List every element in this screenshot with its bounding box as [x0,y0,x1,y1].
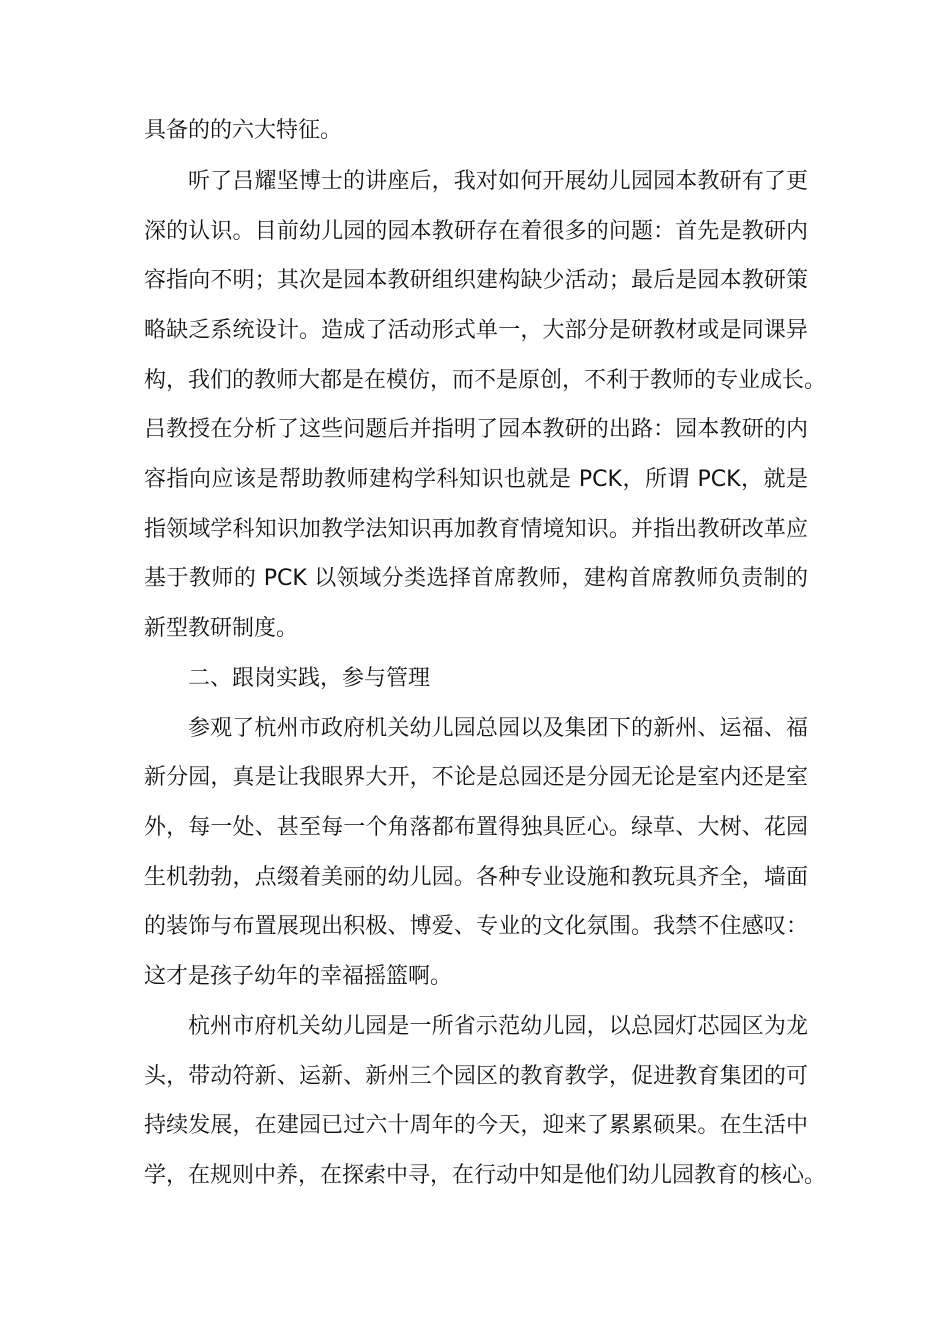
text-line: 头，带动符新、运新、新州三个园区的教育教学，促进教育集团的可 [144,1064,808,1089]
text-line: 的装饰与布置展现出积极、博爱、专业的文化氛围。我禁不住感叹： [144,914,808,939]
text-line: 略缺乏系统设计。造成了活动形式单一，大部分是研教材或是同课异 [144,318,808,343]
text-line: 外，每一处、甚至每一个角落都布置得独具匠心。绿草、大树、花园 [144,815,808,840]
text-line: 容指向应该是帮助教师建构学科知识也就是 PCK，所谓 PCK，就是 [144,467,808,492]
text-line: 新分园，真是让我眼界大开，不论是总园还是分园无论是室内还是室 [144,765,808,790]
text-line: 构，我们的教师大都是在模仿，而不是原创，不利于教师的专业成长。 [144,368,827,393]
text-line: 生机勃勃，点缀着美丽的幼儿园。各种专业设施和教玩具齐全，墙面 [144,865,808,890]
text-line: 基于教师的 PCK 以领域分类选择首席教师，建构首席教师负责制的 [144,566,808,591]
paragraph-start-line: 杭州市府机关幼儿园是一所省示范幼儿园，以总园灯芯园区为龙 [188,1014,808,1039]
text-line: 深的认识。目前幼儿园的园本教研存在着很多的问题：首先是教研内 [144,219,808,244]
text-line: 吕教授在分析了这些问题后并指明了园本教研的出路：园本教研的内 [144,417,808,442]
paragraph-start-line: 参观了杭州市政府机关幼儿园总园以及集团下的新州、运福、福 [188,716,808,741]
text-line: 新型教研制度。 [144,616,299,641]
text-line: 学，在规则中养，在探索中寻，在行动中知是他们幼儿园教育的核心。 [144,1163,827,1188]
paragraph-start-line: 听了吕耀坚博士的讲座后，我对如何开展幼儿园园本教研有了更 [188,169,808,194]
text-line: 容指向不明；其次是园本教研组织建构缺少活动；最后是园本教研策 [144,268,808,293]
text-line: 具备的的六大特征。 [144,118,343,143]
section-heading: 二、跟岗实践，参与管理 [188,666,431,691]
text-line: 持续发展，在建园已过六十周年的今天，迎来了累累硕果。在生活中 [144,1113,808,1138]
text-line: 指领域学科知识加教学法知识再加教育情境知识。并指出教研改革应 [144,517,808,542]
text-line: 这才是孩子幼年的幸福摇篮啊。 [144,964,453,989]
